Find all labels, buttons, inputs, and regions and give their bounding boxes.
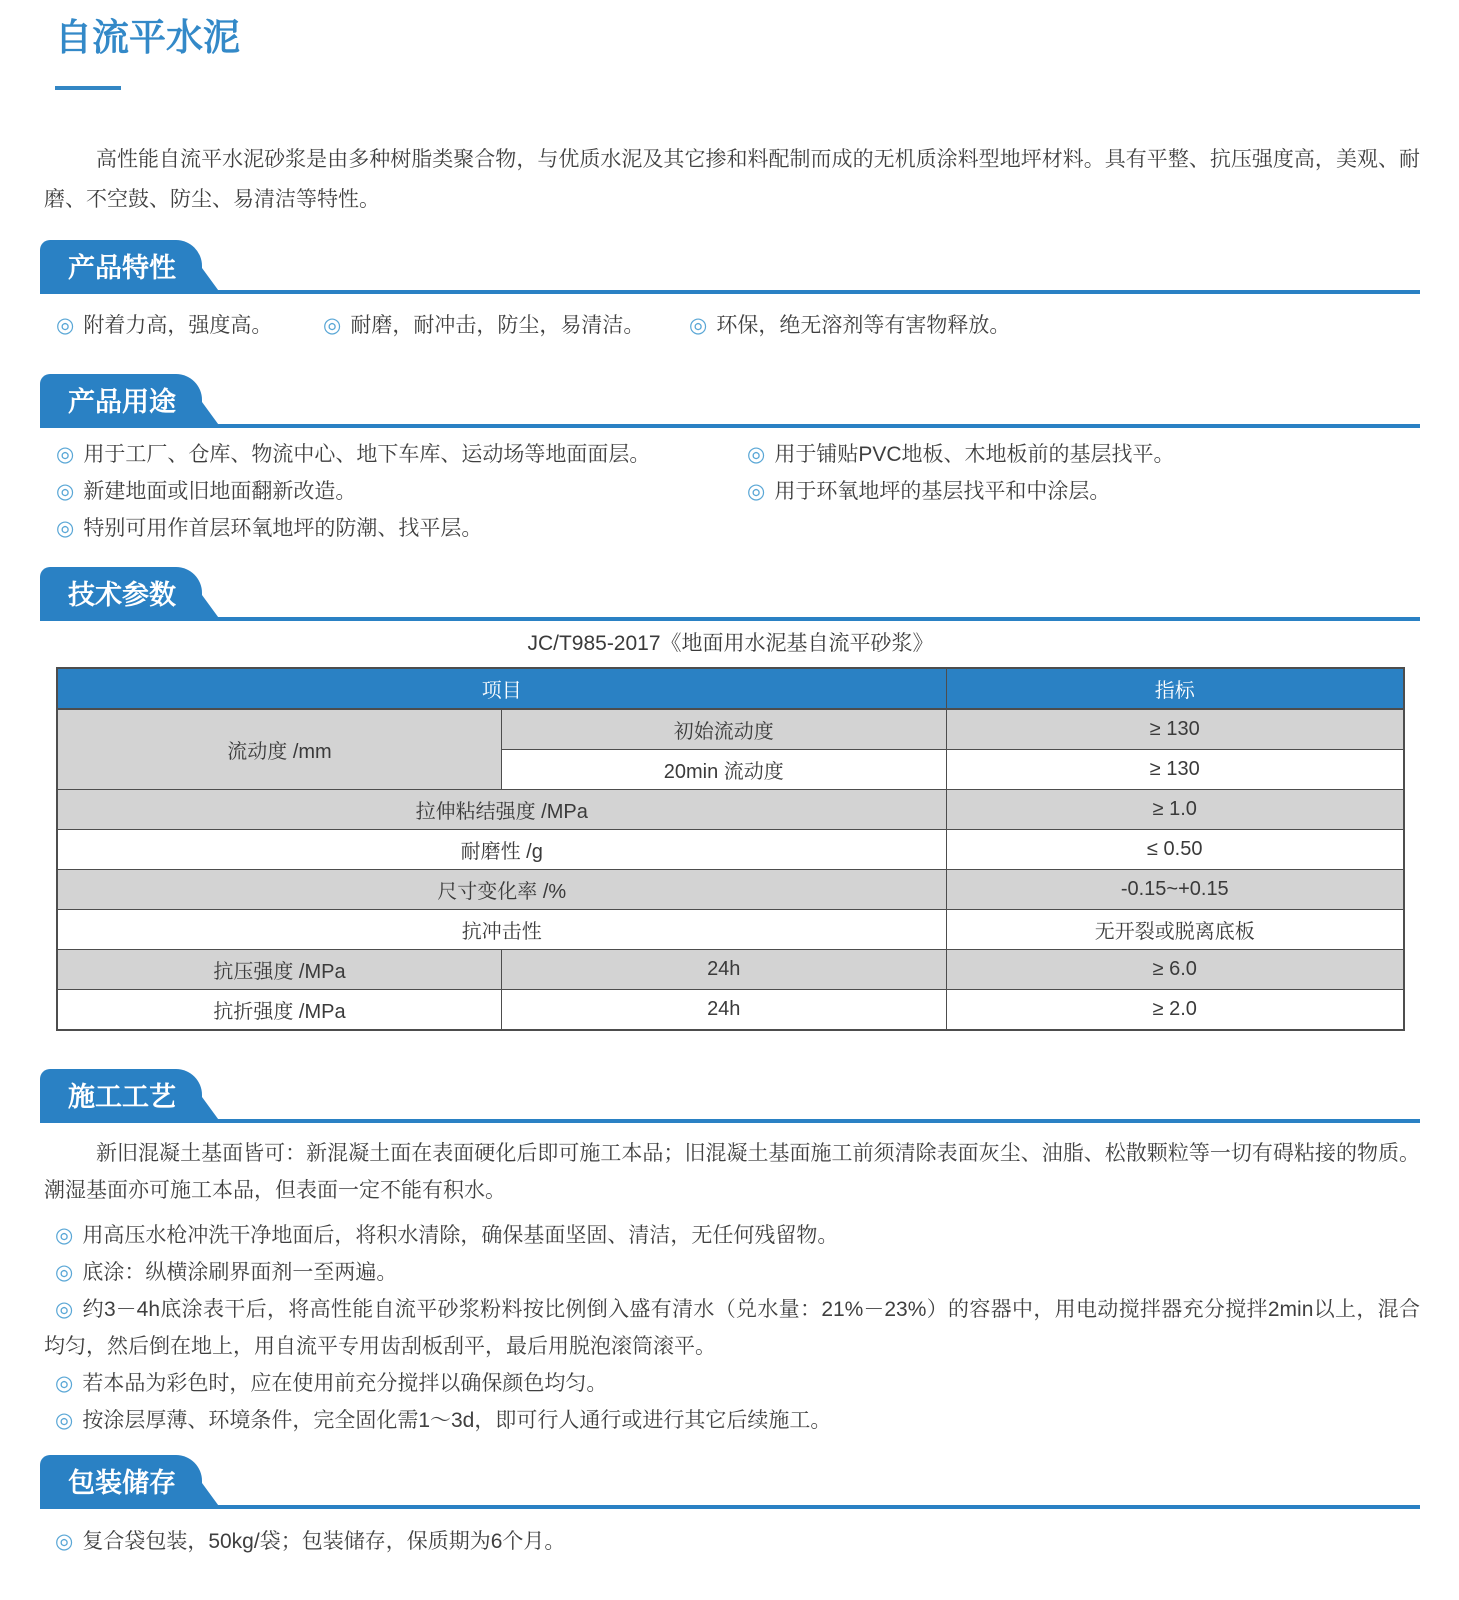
specs-standard-caption: JC/T985-2017《地面用水泥基自流平砂浆》 bbox=[527, 632, 934, 656]
cell-flexural-time: 24h bbox=[502, 990, 947, 1031]
cell-abrasion-label: 耐磨性 /g bbox=[57, 830, 946, 870]
section-uses bbox=[40, 378, 1420, 547]
use-text: 用于环氧地坪的基层找平和中涂层。 bbox=[774, 480, 1111, 504]
cell-impact-value: 无开裂或脱离底板 bbox=[946, 910, 1404, 950]
bullet-icon: ◎ bbox=[55, 1261, 74, 1285]
list-item bbox=[56, 473, 747, 510]
process-step-text: 底涂：纵横涂刷界面剂一至两遍。 bbox=[82, 1261, 398, 1285]
section-process bbox=[40, 1073, 1420, 1439]
section-title: 包装储存 bbox=[68, 1467, 176, 1498]
section-tab-packaging bbox=[40, 1455, 202, 1509]
cell-flow-20min-value: ≥ 130 bbox=[946, 750, 1404, 790]
cell-flow-initial: 初始流动度 bbox=[502, 709, 947, 750]
specs-table bbox=[56, 667, 1405, 1031]
bullet-icon: ◎ bbox=[323, 314, 342, 338]
feature-text: 环保，绝无溶剂等有害物释放。 bbox=[716, 314, 1011, 338]
section-header-specs bbox=[40, 571, 1420, 621]
bullet-icon: ◎ bbox=[55, 1224, 74, 1248]
cell-flow-initial-value: ≥ 130 bbox=[946, 709, 1404, 750]
bullet-icon: ◎ bbox=[56, 314, 75, 338]
uses-column-right bbox=[747, 436, 1420, 547]
cell-compressive-value: ≥ 6.0 bbox=[946, 950, 1404, 990]
table-row bbox=[57, 830, 1404, 870]
section-packaging bbox=[40, 1459, 1420, 1560]
cell-compressive-time: 24h bbox=[502, 950, 947, 990]
bullet-icon: ◎ bbox=[55, 1372, 74, 1396]
cell-impact-label: 抗冲击性 bbox=[57, 910, 946, 950]
section-specs bbox=[40, 571, 1420, 1031]
bullet-icon: ◎ bbox=[56, 480, 75, 504]
cell-tensile-label: 拉伸粘结强度 /MPa bbox=[57, 790, 946, 830]
list-item bbox=[44, 1402, 1420, 1439]
feature-text: 附着力高，强度高。 bbox=[83, 314, 273, 338]
section-title: 技术参数 bbox=[68, 579, 176, 610]
cell-abrasion-value: ≤ 0.50 bbox=[946, 830, 1404, 870]
list-item bbox=[56, 312, 323, 340]
section-tab-process bbox=[40, 1069, 202, 1123]
table-row bbox=[57, 870, 1404, 910]
feature-text: 耐磨，耐冲击，防尘，易清洁。 bbox=[350, 314, 645, 338]
section-tab-specs bbox=[40, 567, 202, 621]
cell-compressive-label: 抗压强度 /MPa bbox=[57, 950, 502, 990]
list-item bbox=[689, 312, 1010, 340]
bullet-icon: ◎ bbox=[55, 1530, 74, 1554]
uses-list bbox=[40, 436, 1420, 547]
use-text: 新建地面或旧地面翻新改造。 bbox=[83, 480, 357, 504]
cell-flow-20min: 20min 流动度 bbox=[502, 750, 947, 790]
cell-flexural-value: ≥ 2.0 bbox=[946, 990, 1404, 1031]
section-tab-features bbox=[40, 240, 202, 294]
packaging-text: 复合袋包装，50kg/袋；包装储存，保质期为6个月。 bbox=[82, 1530, 566, 1554]
intro-paragraph: 高性能自流平水泥砂浆是由多种树脂类聚合物，与优质水泥及其它掺和料配制而成的无机质涂料型地坪材料。具有平整、抗压强度高，美观、耐磨、不空鼓、防尘、易清洁等特性。 bbox=[44, 148, 1420, 212]
features-list bbox=[56, 312, 1420, 340]
bullet-icon: ◎ bbox=[689, 314, 708, 338]
table-header-row bbox=[57, 668, 1404, 709]
process-step-text: 用高压水枪冲洗干净地面后，将积水清除，确保基面坚固、清洁，无任何残留物。 bbox=[82, 1224, 839, 1248]
uses-column-left bbox=[40, 436, 747, 547]
list-item bbox=[56, 436, 747, 473]
page-title: 自流平水泥 bbox=[55, 17, 240, 58]
list-item bbox=[44, 1291, 1420, 1365]
list-item bbox=[44, 1365, 1420, 1402]
list-item bbox=[747, 436, 1420, 473]
process-step-text: 若本品为彩色时，应在使用前充分搅拌以确保颜色均匀。 bbox=[82, 1372, 608, 1396]
section-tab-uses bbox=[40, 374, 202, 428]
table-row bbox=[57, 709, 1404, 750]
section-title: 产品特性 bbox=[68, 252, 176, 283]
process-step-text: 按涂层厚薄、环境条件，完全固化需1～3d，即可行人通行或进行其它后续施工。 bbox=[82, 1409, 832, 1433]
table-row bbox=[57, 990, 1404, 1031]
list-item bbox=[323, 312, 689, 340]
list-item bbox=[44, 1217, 1420, 1254]
section-header-process bbox=[40, 1073, 1420, 1123]
title-underline bbox=[55, 86, 121, 90]
list-item bbox=[56, 510, 747, 547]
cell-tensile-value: ≥ 1.0 bbox=[946, 790, 1404, 830]
section-features bbox=[40, 244, 1420, 340]
list-item bbox=[44, 1254, 1420, 1291]
bullet-icon: ◎ bbox=[55, 1298, 74, 1322]
column-header-index: 指标 bbox=[946, 668, 1404, 709]
bullet-icon: ◎ bbox=[747, 443, 766, 467]
bullet-icon: ◎ bbox=[747, 480, 766, 504]
section-title: 施工工艺 bbox=[68, 1081, 176, 1112]
product-spec-page bbox=[40, 0, 1420, 1560]
process-paragraph: 新旧混凝土基面皆可：新混凝土面在表面硬化后即可施工本品；旧混凝土基面施工前须清除表面灰尘、油脂、松散颗粒等一切有碍粘接的物质。潮湿基面亦可施工本品，但表面一定不能有积水。 bbox=[44, 1142, 1420, 1203]
process-step-text: 约3－4h底涂表干后，将高性能自流平砂浆粉料按比例倒入盛有清水（兑水量：21%－23%）的容器中，用电动搅拌器充分搅拌2min以上，混合均匀，然后倒在地上，用自流平专用齿刮板刮平，最后用脱泡滚筒滚平。 bbox=[44, 1298, 1420, 1359]
table-row bbox=[57, 790, 1404, 830]
cell-flow-label: 流动度 /mm bbox=[57, 709, 502, 790]
column-header-item: 项目 bbox=[57, 668, 946, 709]
cell-dimension-label: 尺寸变化率 /% bbox=[57, 870, 946, 910]
bullet-icon: ◎ bbox=[55, 1409, 74, 1433]
section-header-packaging bbox=[40, 1459, 1420, 1509]
table-row bbox=[57, 950, 1404, 990]
use-text: 特别可用作首层环氧地坪的防潮、找平层。 bbox=[83, 517, 483, 541]
list-item bbox=[44, 1523, 1420, 1560]
list-item bbox=[747, 473, 1420, 510]
section-header-uses bbox=[40, 378, 1420, 428]
cell-flexural-label: 抗折强度 /MPa bbox=[57, 990, 502, 1031]
section-title: 产品用途 bbox=[68, 386, 176, 417]
section-header-features bbox=[40, 244, 1420, 294]
bullet-icon: ◎ bbox=[56, 443, 75, 467]
bullet-icon: ◎ bbox=[56, 517, 75, 541]
use-text: 用于工厂、仓库、物流中心、地下车库、运动场等地面面层。 bbox=[83, 443, 651, 467]
use-text: 用于铺贴PVC地板、木地板前的基层找平。 bbox=[774, 443, 1175, 467]
table-row bbox=[57, 910, 1404, 950]
cell-dimension-value: -0.15~+0.15 bbox=[946, 870, 1404, 910]
